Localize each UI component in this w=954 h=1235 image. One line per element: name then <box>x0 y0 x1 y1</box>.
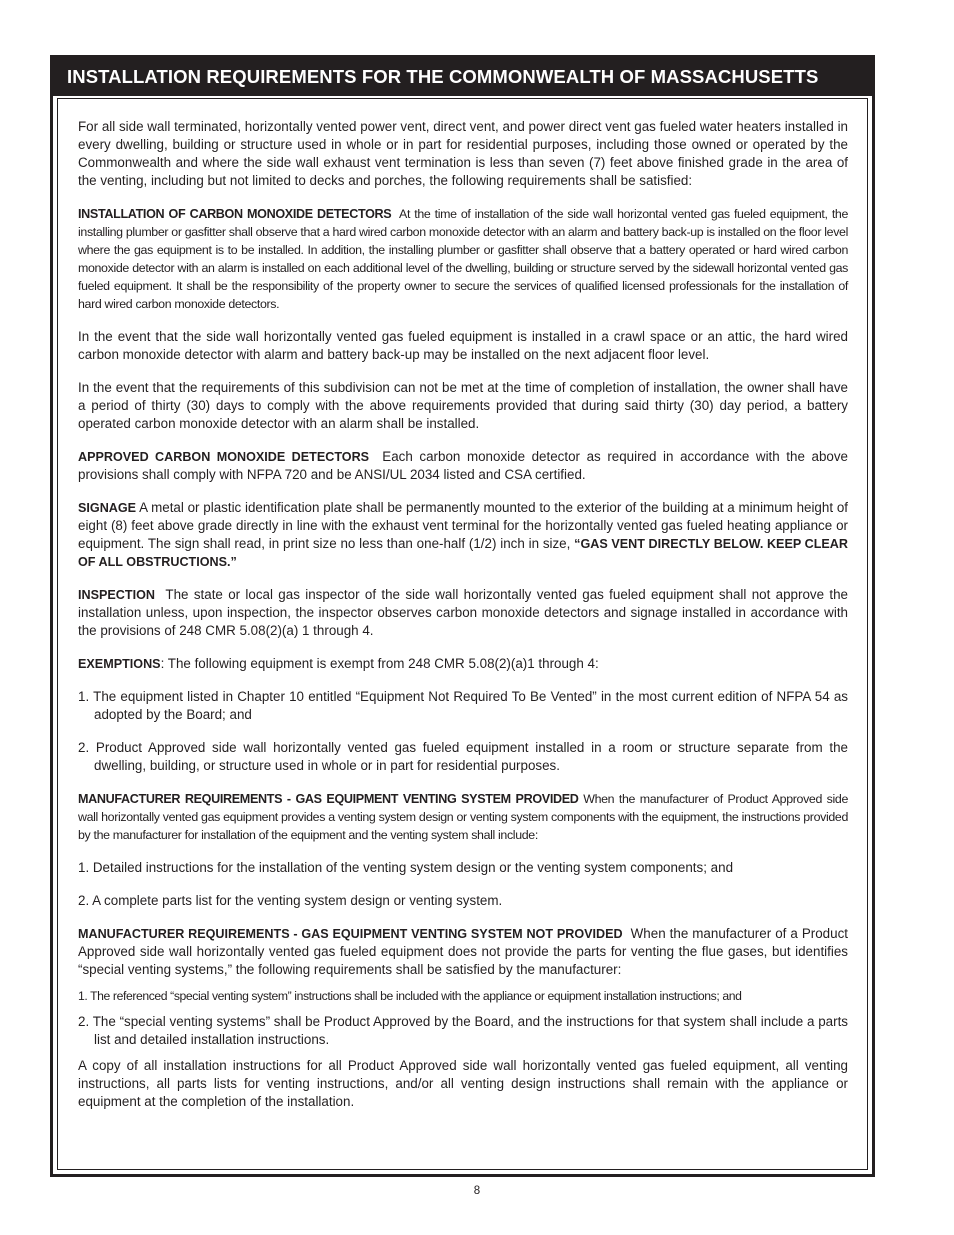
inspection-heading: INSPECTION <box>78 588 155 602</box>
sign-wording: “GAS VENT DIRECTLY BELOW. KEEP CLEAR OF ALL OBSTRUCTIONS.” <box>78 537 848 569</box>
approved-text: Each carbon monoxide detector as required in accordance with the above provisions shall comply with NFPA 720 and be ANSI/UL 2034 listed and CSA certified. <box>78 449 848 482</box>
inspection-text: The state or local gas inspector of the side wall horizontally vented gas fueled equipment shall not approve the installation unless, upon inspection, the inspector observes carbon monoxide detectors and signage installed in accordance with the provisions of 248 CMR 5.08(2)(a) 1 through 4. <box>78 587 849 638</box>
closing-paragraph: A copy of all installation instructions for all Product Approved side wall horizontally vented gas fueled equipment, all venting instructions, all parts lists for venting instructions, and/or all venting design instructions shall remain with the appliance or equipment at the completion of the installation. <box>78 1058 848 1109</box>
mfr-not-provided-item: 1. The referenced “special venting system” instructions shall be included with the appliance or equipment installation instructions; and <box>78 989 742 1003</box>
inspection-paragraph <box>78 586 848 640</box>
approved-detectors-paragraph <box>78 448 848 484</box>
not-met-paragraph: In the event that the requirements of this subdivision can not be met at the time of completion of installation, the owner shall have a period of thirty (30) days to comply with the above requirements provided that during said thirty (30) day period, a battery operated carbon monoxide detector with an alarm shall be installed. <box>78 380 848 431</box>
co-detectors-text: At the time of installation of the side wall horizontal vented gas fueled equipment, the installing plumber or gasfitter shall observe that a hard wired carbon monoxide detector with an alarm and battery back-up is installed on the floor level where the gas equipment is to be installed. In addition, the installing plumber or gasfitter shall observe that a battery operated or hard wired carbon monoxide detector with an alarm is installed on each additional level of the dwelling, building or structure served by the sidewall horizontal vented gas fueled equipment. It shall be the responsibility of the property owner to secure the services of qualified licensed professionals for the installation of hard wired carbon monoxide detectors. <box>78 207 848 311</box>
intro-paragraph: For all side wall terminated, horizontally vented power vent, direct vent, and power direct vent gas fueled water heaters installed in every dwelling, building or structure used in whole or in part for residential purposes, including those owned or operated by the Commonwealth and where the side wall exhaust vent termination is less than seven (7) feet above finished grade in the area of the venting, including but not limited to decks and porches, the following requirements shall be satisfied: <box>78 119 848 188</box>
co-detectors-heading: INSTALLATION OF CARBON MONOXIDE DETECTORS <box>78 207 392 221</box>
mfr-not-provided-text: When the manufacturer of a Product Approved side wall horizontally vented gas fueled equipment does not provide the parts for venting the flue gases, but identifies “special venting systems,” the following requirements shall be satisfied by the manufacturer: <box>78 926 848 977</box>
approved-heading: APPROVED CARBON MONOXIDE DETECTORS <box>78 450 370 464</box>
section-title: INSTALLATION REQUIREMENTS FOR THE COMMONWEALTH OF MASSACHUSETTS <box>53 58 872 96</box>
mfr-provided-item: 2. A complete parts list for the venting system design or venting system. <box>78 893 503 908</box>
crawl-space-paragraph: In the event that the side wall horizontally vented gas fueled equipment is installed in a crawl space or an attic, the hard wired carbon monoxide detector with alarm and battery back-up may be installed on the next adjacent floor level. <box>78 329 848 362</box>
mfr-not-provided-paragraph <box>78 925 848 979</box>
exemption-item: 2. Product Approved side wall horizontally vented gas fueled equipment installed in a room or structure separate from the dwelling, building, or structure used in whole or in part for residential purposes. <box>78 740 848 773</box>
exemptions-paragraph <box>78 655 848 673</box>
signage-heading: SIGNAGE <box>78 501 137 515</box>
exemptions-text: : The following equipment is exempt from 248 CMR 5.08(2)(a)1 through 4: <box>160 656 599 671</box>
requirements-box <box>50 55 875 1177</box>
mfr-not-provided-item: 2. The “special venting systems” shall be Product Approved by the Board, and the instructions for that system shall include a parts list and detailed installation instructions. <box>78 1014 848 1047</box>
requirements-content <box>78 118 848 1111</box>
co-detectors-paragraph <box>78 205 848 313</box>
requirements-inner-border <box>57 98 868 1170</box>
mfr-provided-paragraph <box>78 790 848 844</box>
signage-paragraph <box>78 499 848 571</box>
page-number: 8 <box>473 1185 481 1197</box>
mfr-not-provided-heading: MANUFACTURER REQUIREMENTS - GAS EQUIPMENT VENTING SYSTEM NOT PROVIDED <box>78 927 623 941</box>
mfr-provided-heading: MANUFACTURER REQUIREMENTS - GAS EQUIPMENT VENTING SYSTEM PROVIDED <box>78 792 579 806</box>
exemptions-heading: EXEMPTIONS <box>78 657 161 671</box>
signage-text: A metal or plastic identification plate shall be permanently mounted to the exterior of the building at a minimum height of eight (8) feet above grade directly in line with the exhaust vent terminal for the horizontally vented gas fueled heating appliance or equipment. The sign shall read, in print size no less than one-half (1/2) inch in size, <box>78 500 848 551</box>
mfr-provided-item: 1. Detailed instructions for the installation of the venting system design or the venting system components; and <box>78 860 734 875</box>
mfr-provided-text: When the manufacturer of Product Approved side wall horizontally vented gas equipment provides a venting system design or venting system components with the equipment, the instructions provided by the manufacturer for installation of the equipment and the venting system shall include: <box>78 792 848 842</box>
exemption-item: 1. The equipment listed in Chapter 10 entitled “Equipment Not Required To Be Vented” in the most current edition of NFPA 54 as adopted by the Board; and <box>78 689 848 722</box>
